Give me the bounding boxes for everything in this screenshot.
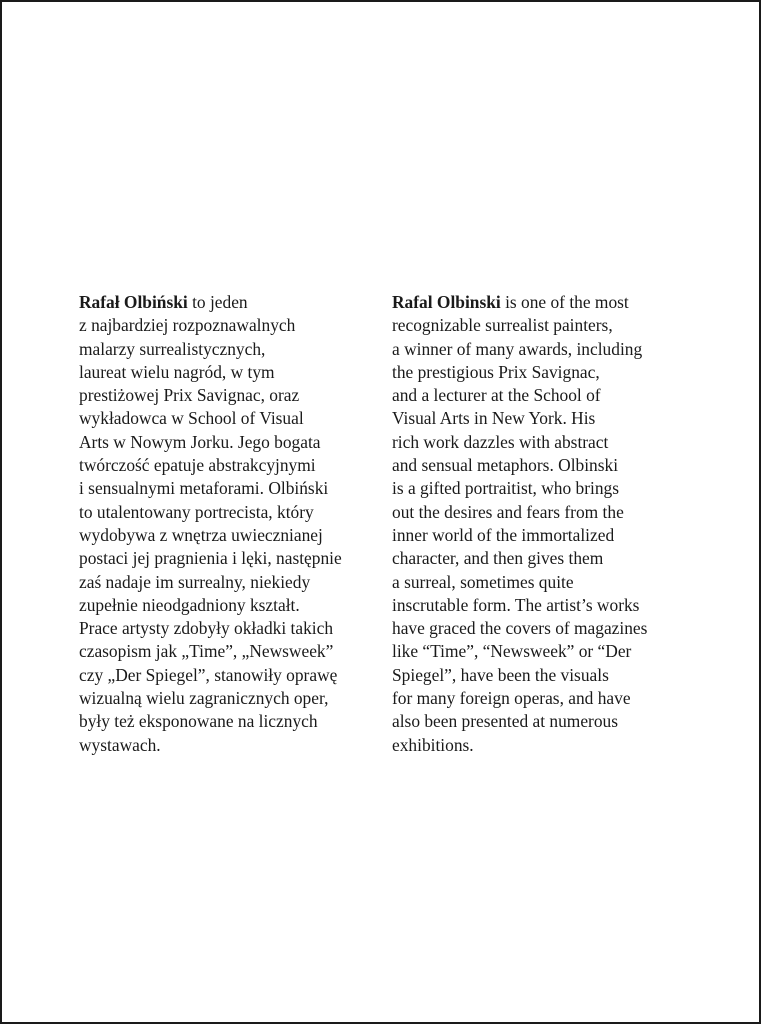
polish-line: Prace artysty zdobyły okładki takich [79, 618, 334, 639]
english-line: Spiegel”, have been the visuals [392, 664, 609, 685]
english-column [392, 291, 647, 757]
polish-line: laureat wielu nagród, w tym [79, 361, 275, 382]
english-line: rich work dazzles with abstract [392, 431, 609, 452]
polish-line: wykładowca w School of Visual [79, 408, 304, 429]
polish-line: twórczość epatuje abstrakcyjnymi [79, 455, 316, 476]
english-line: inscrutable form. The artist’s works [392, 594, 640, 615]
english-line: for many foreign operas, and have [392, 688, 631, 709]
english-first-line-text: is one of the most [500, 292, 629, 312]
polish-line: były też eksponowane na licznych [79, 711, 318, 732]
polish-line: czy „Der Spiegel”, stanowiły oprawę [79, 664, 338, 685]
english-line: out the desires and fears from the [392, 501, 624, 522]
english-line: have graced the covers of magazines [392, 618, 648, 639]
polish-author-name: Rafał Olbiński [79, 292, 188, 312]
english-line: Visual Arts in New York. His [392, 408, 596, 429]
polish-line: Arts w Nowym Jorku. Jego bogata [79, 431, 321, 452]
polish-line: i sensualnymi metaforami. Olbiński [79, 478, 329, 499]
english-line: the prestigious Prix Savignac, [392, 361, 600, 382]
polish-line: czasopism jak „Time”, „Newsweek” [79, 641, 334, 662]
english-line: also been presented at numerous [392, 711, 619, 732]
polish-column [79, 291, 342, 757]
polish-line: malarzy surrealistycznych, [79, 338, 266, 359]
english-line: inner world of the immortalized [392, 524, 615, 545]
english-line: a surreal, sometimes quite [392, 571, 574, 592]
english-line: and a lecturer at the School of [392, 385, 601, 406]
english-line: character, and then gives them [392, 548, 604, 569]
polish-line: prestiżowej Prix Savignac, oraz [79, 385, 300, 406]
polish-line: to utalentowany portrecista, który [79, 501, 314, 522]
polish-line: z najbardziej rozpoznawalnych [79, 315, 296, 336]
polish-line: zupełnie nieodgadniony kształt. [79, 594, 300, 615]
english-line: is a gifted portraitist, who brings [392, 478, 620, 499]
english-line: a winner of many awards, including [392, 338, 643, 359]
polish-line: wystawach. [79, 734, 161, 755]
polish-first-line-text: to jeden [187, 292, 248, 312]
polish-line: wizualną wielu zagranicznych oper, [79, 688, 329, 709]
english-first-line [392, 291, 647, 314]
polish-line: zaś nadaje im surrealny, niekiedy [79, 571, 311, 592]
english-line: and sensual metaphors. Olbinski [392, 455, 619, 476]
polish-first-line [79, 291, 342, 314]
english-author-name: Rafal Olbinski [392, 292, 501, 312]
polish-line: wydobywa z wnętrza uwiecznianej [79, 524, 323, 545]
english-line: like “Time”, “Newsweek” or “Der [392, 641, 632, 662]
english-line: recognizable surrealist painters, [392, 315, 613, 336]
polish-line: postaci jej pragnienia i lęki, następnie [79, 548, 342, 569]
english-line: exhibitions. [392, 734, 474, 755]
